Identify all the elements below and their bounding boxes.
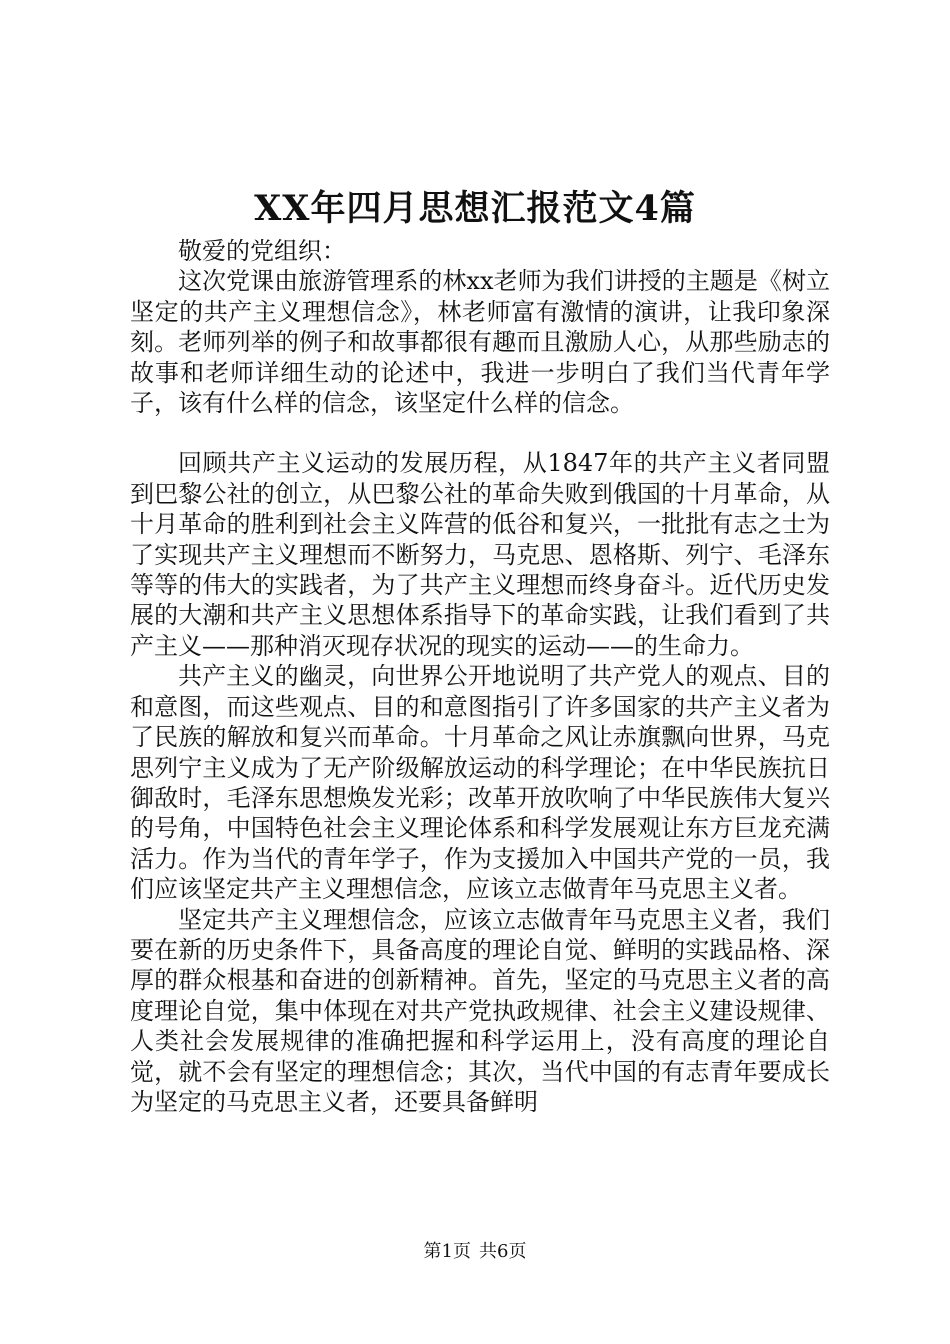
salutation: 敬爱的党组织： <box>178 237 346 265</box>
page-number-current: 第1页 <box>423 1241 471 1262</box>
paragraph-3: 共产主义的幽灵，向世界公开地说明了共产党人的观点、目的和意图，而这些观点、目的和意图指引了许多国家的共产主义者为了民族的解放和复兴而革命。十月革命之风让赤旗飘向世界，马克思列宁主义成为了无产阶级解放运动的科学理论；在中华民族抗日御敌时，毛泽东思想焕发光彩；改革开放吹响了中华民族伟大复兴的号角，中国特色社会主义理论体系和科学发展观让东方巨龙充满活力。作为当代的青年学子，作为支援加入中国共产党的一员，我们应该坚定共产主义理想信念，应该立志做青年马克思主义者。 <box>130 662 830 904</box>
paragraph-1: 这次党课由旅游管理系的林xx老师为我们讲授的主题是《树立坚定的共产主义理想信念》，林老师富有激情的演讲，让我印象深刻。老师列举的例子和故事都很有趣而且激励人心，从那些励志的故事和老师详细生动的论述中，我进一步明白了我们当代青年学子，该有什么样的信念，该坚定什么样的信念。 <box>130 267 830 418</box>
page-footer <box>0 1240 950 1264</box>
document-title: XX年四月思想汇报范文4篇 <box>254 188 696 229</box>
paragraph-2: 回顾共产主义运动的发展历程，从1847年的共产主义者同盟到巴黎公社的创立，从巴黎公社的革命失败到俄国的十月革命，从十月革命的胜利到社会主义阵营的低谷和复兴，一批批有志之士为了实现共产主义理想而不断努力，马克思、恩格斯、列宁、毛泽东等等的伟大的实践者，为了共产主义理想而终身奋斗。近代历史发展的大潮和共产主义思想体系指导下的革命实践，让我们看到了共产主义——那种消灭现存状况的现实的运动——的生命力。 <box>130 449 830 660</box>
document-body <box>130 236 830 1117</box>
paragraph-4: 坚定共产主义理想信念，应该立志做青年马克思主义者，我们要在新的历史条件下，具备高度的理论自觉、鲜明的实践品格、深厚的群众根基和奋进的创新精神。首先，坚定的马克思主义者的高度理论自觉，集中体现在对共产党执政规律、社会主义建设规律、人类社会发展规律的准确把握和科学运用上，没有高度的理论自觉，就不会有坚定的理想信念；其次，当代中国的有志青年要成长为坚定的马克思主义者，还要具备鲜明 <box>130 905 830 1116</box>
page-number-total: 共6页 <box>479 1241 527 1262</box>
